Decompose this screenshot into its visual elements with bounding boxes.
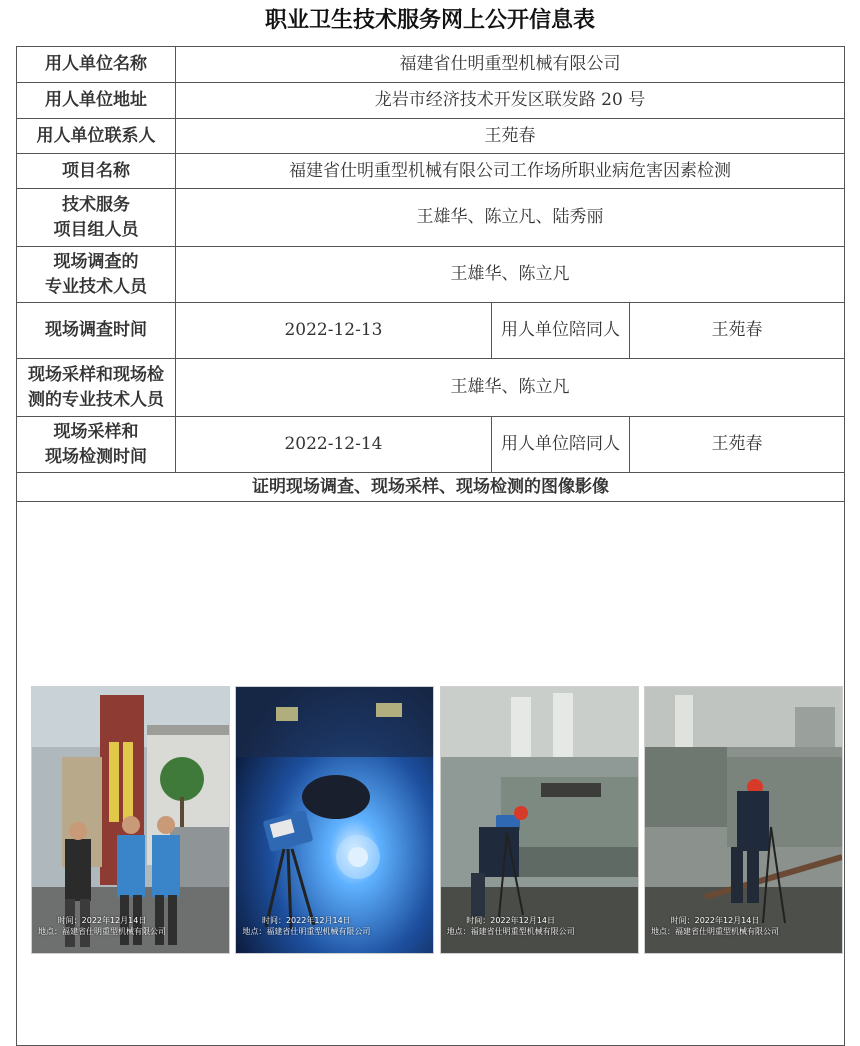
survey-staff-label-line1: 现场调查的 xyxy=(53,251,139,272)
sampling-time-label-line2: 现场检测时间 xyxy=(45,446,147,467)
row-employer-name xyxy=(17,47,845,83)
row-survey-time xyxy=(17,303,845,359)
sampling-accompany-value: 王苑春 xyxy=(630,417,845,473)
photo-press-brake-sampling-graphic xyxy=(441,687,638,953)
images-section-heading: 证明现场调查、现场采样、现场检测的图像影像 xyxy=(17,473,845,502)
employer-address-value: 龙岩市经济技术开发区联发路 20 号 xyxy=(176,83,845,119)
sampling-time-label xyxy=(17,417,176,473)
survey-accompany-value: 王苑春 xyxy=(630,303,845,359)
photo-caption-4 xyxy=(651,915,779,937)
employer-name-value: 福建省仕明重型机械有限公司 xyxy=(176,47,845,83)
sampling-time-date: 2022-12-14 xyxy=(176,417,492,473)
sampling-time-label-line1: 现场采样和 xyxy=(53,421,139,442)
row-employer-address xyxy=(17,83,845,119)
photo-1-time: 时间：2022年12月14日 xyxy=(57,916,147,925)
survey-staff-label-line2: 专业技术人员 xyxy=(45,276,147,297)
photo-caption-3 xyxy=(447,915,575,937)
sampling-staff-value: 王雄华、陈立凡 xyxy=(176,359,845,417)
row-sampling-time xyxy=(17,417,845,473)
project-name-value: 福建省仕明重型机械有限公司工作场所职业病危害因素检测 xyxy=(176,154,845,189)
photo-2-time: 时间：2022年12月14日 xyxy=(261,916,351,925)
photo-3-time: 时间：2022年12月14日 xyxy=(466,916,556,925)
page-title: 职业卫生技术服务网上公开信息表 xyxy=(264,8,595,33)
photo-2-place: 地点：福建省仕明重型机械有限公司 xyxy=(242,927,371,936)
row-images xyxy=(17,502,845,1046)
photo-welding-sampling xyxy=(235,686,434,954)
sampling-staff-label-line1: 现场采样和现场检 xyxy=(28,364,164,385)
employer-name-label: 用人单位名称 xyxy=(17,47,176,83)
photo-4-time: 时间：2022年12月14日 xyxy=(670,916,760,925)
project-team-label-line1: 技术服务 xyxy=(62,194,130,215)
employer-contact-label: 用人单位联系人 xyxy=(17,119,176,154)
row-survey-staff xyxy=(17,247,845,303)
survey-time-label: 现场调查时间 xyxy=(17,303,176,359)
employer-contact-value: 王苑春 xyxy=(176,119,845,154)
row-employer-contact xyxy=(17,119,845,154)
photo-3-place: 地点：福建省仕明重型机械有限公司 xyxy=(446,927,575,936)
images-cell xyxy=(17,502,845,1046)
project-team-label xyxy=(17,189,176,247)
photo-machine-sampling xyxy=(644,686,843,954)
photo-site-entrance-graphic xyxy=(32,687,229,953)
sampling-staff-label-line2: 测的专业技术人员 xyxy=(28,389,164,410)
photo-strip xyxy=(31,686,843,952)
row-project-name xyxy=(17,154,845,189)
row-images-heading xyxy=(17,473,845,502)
project-team-value: 王雄华、陈立凡、陆秀丽 xyxy=(176,189,845,247)
photo-welding-sampling-graphic xyxy=(236,687,433,953)
project-team-label-line2: 项目组人员 xyxy=(53,219,139,240)
photo-1-place: 地点：福建省仕明重型机械有限公司 xyxy=(38,927,166,936)
project-name-label: 项目名称 xyxy=(17,154,176,189)
sampling-accompany-label: 用人单位陪同人 xyxy=(492,417,630,473)
photo-caption-2 xyxy=(242,915,370,937)
survey-accompany-label: 用人单位陪同人 xyxy=(492,303,630,359)
photo-site-entrance xyxy=(31,686,230,954)
survey-time-date: 2022-12-13 xyxy=(176,303,492,359)
survey-staff-value: 王雄华、陈立凡 xyxy=(176,247,845,303)
info-table xyxy=(16,46,845,1046)
photo-caption-1 xyxy=(38,915,166,937)
employer-address-label: 用人单位地址 xyxy=(17,83,176,119)
survey-staff-label xyxy=(17,247,176,303)
sampling-staff-label xyxy=(17,359,176,417)
photo-machine-sampling-graphic xyxy=(645,687,842,953)
photo-4-place: 地点：福建省仕明重型机械有限公司 xyxy=(650,927,779,936)
row-project-team xyxy=(17,189,845,247)
images-area xyxy=(21,502,840,1045)
photo-press-brake-sampling xyxy=(440,686,639,954)
row-sampling-staff xyxy=(17,359,845,417)
